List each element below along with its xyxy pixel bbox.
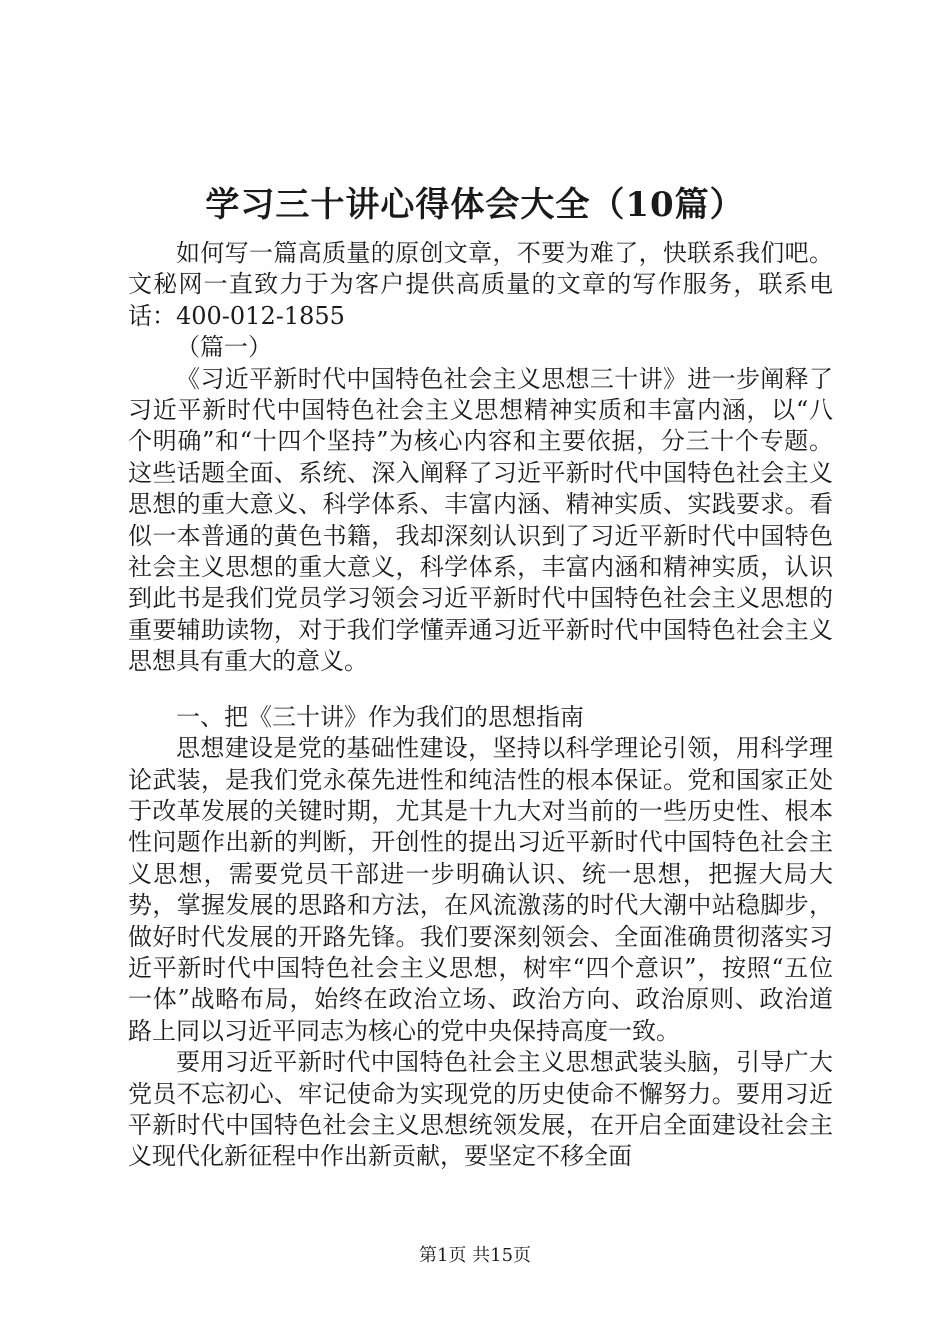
paragraph-3: 要用习近平新时代中国特色社会主义思想武装头脑，引导广大党员不忘初心、牢记使命为实现党的历史使命不懈努力。要用习近平新时代中国特色社会主义思想统领发展，在开启全面建设社会主义现代化新征程中作出新贡献，要坚定不移全面 (128, 1048, 833, 1171)
section-heading-1: 一、把《三十讲》作为我们的思想指南 (176, 702, 584, 731)
page-footer: 第1页 共15页 (418, 1245, 532, 1266)
document-title: 学习三十讲心得体会大全（10篇） (205, 185, 745, 225)
paragraph-2: 思想建设是党的基础性建设，坚持以科学理论引领，用科学理论武装，是我们党永葆先进性和纯洁性的根本保证。党和国家正处于改革发展的关键时期，尤其是十九大对当前的一些历史性、根本性问题作出新的判断，开创性的提出习近平新时代中国特色社会主义思想，需要党员干部进一步明确认识、统一思想，把握大局大势，掌握发展的思路和方法，在风流激荡的时代大潮中站稳脚步，做好时代发展的开路先锋。我们要深刻领会、全面准确贯彻落实习近平新时代中国特色社会主义思想，树牢“四个意识”，按照“五位一体”战略布局，始终在政治立场、政治方向、政治原则、政治道路上同以习近平同志为核心的党中央保持高度一致。 (128, 734, 833, 1045)
paragraph-1: 《习近平新时代中国特色社会主义思想三十讲》进一步阐释了习近平新时代中国特色社会主义思想精神实质和丰富内涵，以“八个明确”和“十四个坚持”为核心内容和主要依据，分三十个专题。这些话题全面、系统、深入阐释了习近平新时代中国特色社会主义思想的重大意义、科学体系、丰富内涵、精神实质、实践要求。看似一本普通的黄色书籍，我却深刻认识到了习近平新时代中国特色社会主义思想的重大意义，科学体系，丰富内涵和精神实质，认识到此书是我们党员学习领会习近平新时代中国特色社会主义思想的重要辅助读物，对于我们学懂弄通习近平新时代中国特色社会主义思想具有重大的意义。 (128, 364, 833, 676)
intro-paragraph: 如何写一篇高质量的原创文章，不要为难了，快联系我们吧。文秘网一直致力于为客户提供高质量的文章的写作服务，联系电话：400-012-1855 (128, 239, 833, 330)
document-body (128, 238, 833, 1173)
section-label: （篇一） (176, 333, 272, 362)
